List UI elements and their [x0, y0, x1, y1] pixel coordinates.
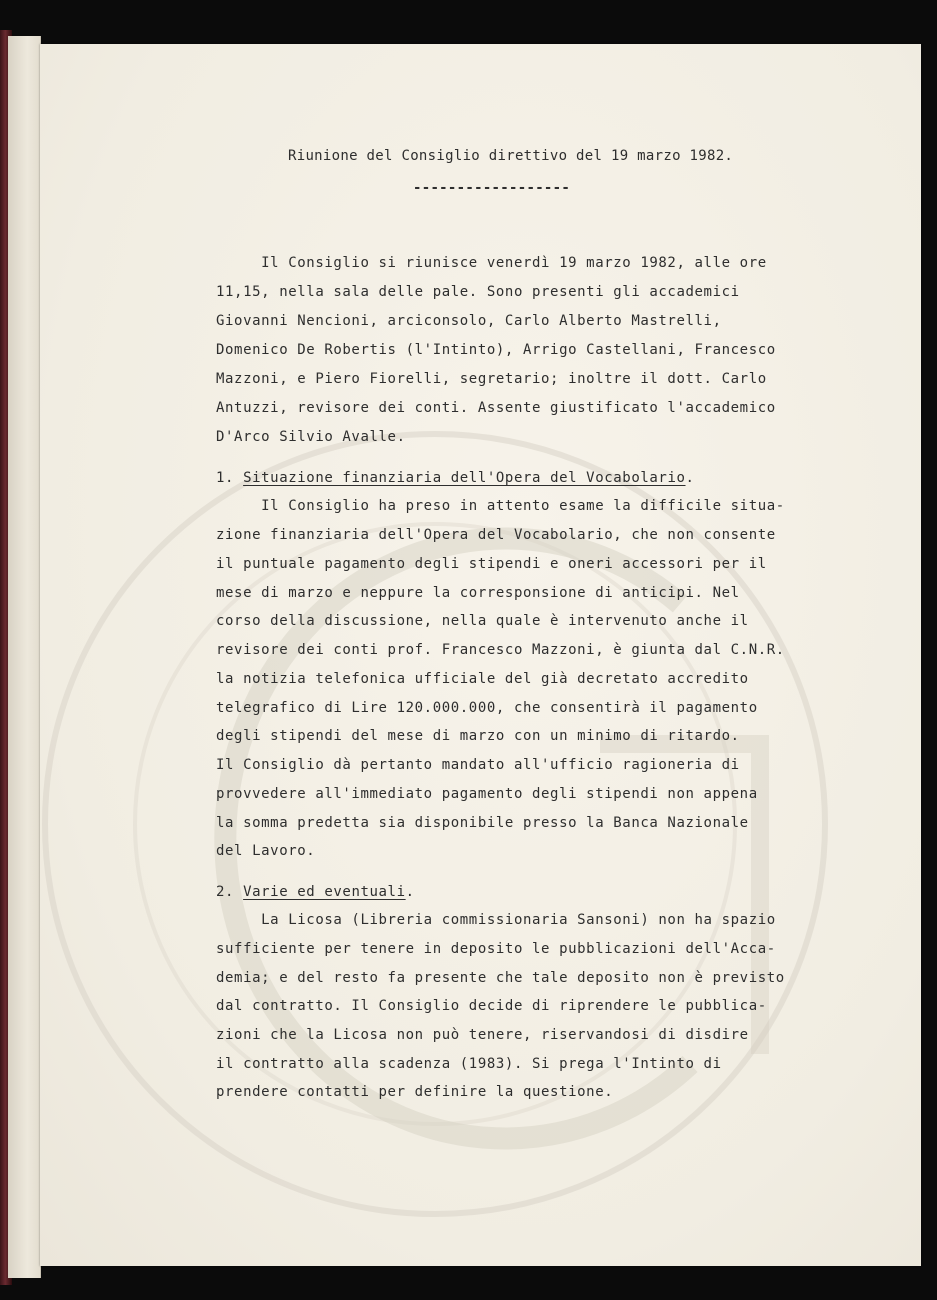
- page-title: Riunione del Consiglio direttivo del 19 marzo 1982.: [288, 148, 734, 164]
- text-line: il puntuale pagamento degli stipendi e oneri accessori per il: [216, 556, 767, 572]
- section-heading-1: [216, 468, 695, 488]
- text-line: il contratto alla scadenza (1983). Si prega l'Intinto di: [216, 1056, 722, 1072]
- text-line: mese di marzo e neppure la corresponsione di anticipi. Nel: [216, 585, 740, 601]
- section-heading-text: Varie ed eventuali: [243, 884, 406, 900]
- title-separator: ------------------: [413, 180, 571, 196]
- text-line: Antuzzi, revisore dei conti. Assente giustificato l'accademico: [216, 400, 776, 416]
- text-line: La Licosa (Libreria commissionaria Sansoni) non ha spazio: [216, 912, 776, 928]
- text-line: Giovanni Nencioni, arciconsolo, Carlo Alberto Mastrelli,: [216, 313, 722, 329]
- text-line: revisore dei conti prof. Francesco Mazzoni, è giunta dal C.N.R.: [216, 642, 785, 658]
- text-line: Mazzoni, e Piero Fiorelli, segretario; inoltre il dott. Carlo: [216, 371, 767, 387]
- text-line: degli stipendi del mese di marzo con un minimo di ritardo.: [216, 728, 740, 744]
- text-line: Il Consiglio si riunisce venerdì 19 marzo 1982, alle ore: [216, 255, 767, 271]
- text-line: corso della discussione, nella quale è intervenuto anche il: [216, 613, 749, 629]
- text-line: telegrafico di Lire 120.000.000, che consentirà il pagamento: [216, 700, 758, 716]
- text-line: sufficiente per tenere in deposito le pubblicazioni dell'Acca-: [216, 941, 776, 957]
- text-line: la notizia telefonica ufficiale del già decretato accredito: [216, 671, 749, 687]
- section-heading-end: .: [685, 470, 695, 486]
- text-line: zione finanziaria dell'Opera del Vocabolario, che non consente: [216, 527, 776, 543]
- section-heading-text: Situazione finanziaria dell'Opera del Vocabolario: [243, 470, 686, 486]
- document-page: [40, 44, 921, 1266]
- text-line: la somma predetta sia disponibile presso la Banca Nazionale: [216, 815, 749, 831]
- text-line: 11,15, nella sala delle pale. Sono presenti gli accademici: [216, 284, 740, 300]
- text-line: prendere contatti per definire la questione.: [216, 1084, 614, 1100]
- text-line: zioni che la Licosa non può tenere, riservandosi di disdire: [216, 1027, 749, 1043]
- text-line: del Lavoro.: [216, 843, 316, 859]
- section-heading-2: [216, 882, 415, 902]
- text-line: Il Consiglio dà pertanto mandato all'ufficio ragioneria di: [216, 757, 740, 773]
- left-page-edge: [8, 36, 41, 1278]
- text-line: dal contratto. Il Consiglio decide di riprendere le pubblica-: [216, 998, 767, 1014]
- section-heading-end: .: [405, 884, 415, 900]
- text-line: Domenico De Robertis (l'Intinto), Arrigo Castellani, Francesco: [216, 342, 776, 358]
- text-line: provvedere all'immediato pagamento degli stipendi non appena: [216, 786, 758, 802]
- text-line: Il Consiglio ha preso in attento esame la difficile situa-: [216, 498, 785, 514]
- text-line: D'Arco Silvio Avalle.: [216, 429, 406, 445]
- text-line: demia; e del resto fa presente che tale deposito non è previsto: [216, 970, 785, 986]
- section-number: 2.: [216, 884, 244, 900]
- section-number: 1.: [216, 470, 244, 486]
